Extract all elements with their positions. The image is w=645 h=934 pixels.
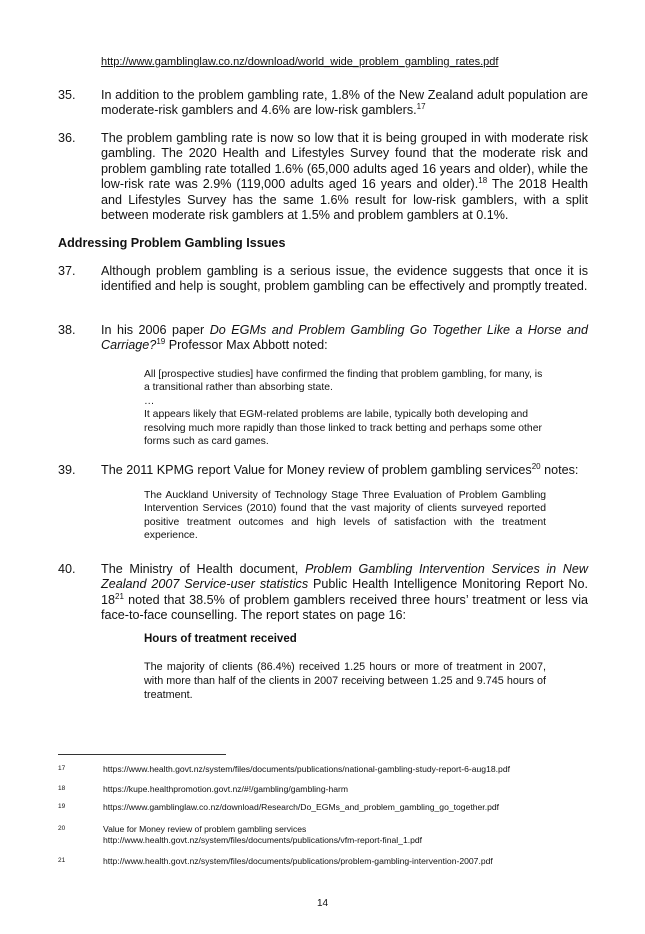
footnote-21 <box>58 856 578 867</box>
footnote-20 <box>58 824 578 846</box>
paragraph-39 <box>58 463 588 478</box>
section-heading: Addressing Problem Gambling Issues <box>58 236 286 250</box>
paragraph-text: In his 2006 paper <box>101 323 210 337</box>
page-number: 14 <box>316 898 329 909</box>
footnote-ref: 19 <box>156 337 166 347</box>
paragraph-text: The Ministry of Health document, <box>101 562 305 576</box>
document-title: Problem Gambling Intervention Services in New Zealand 2007 Service-user statistics <box>101 562 588 592</box>
paragraph-38 <box>58 323 588 354</box>
footnote-number: 20 <box>58 825 66 832</box>
paragraph-35 <box>58 88 588 119</box>
paragraph-37 <box>58 264 588 295</box>
paper-title: Do EGMs and Problem Gambling Go Together Like a Horse and Carriage? <box>101 323 589 353</box>
paragraph-text-continued: The 2018 Health and Lifestyles Survey has the same 1.6% result for low-risk gamblers, with a split between moderate risk gamblers at 1.5% and problem gamblers at 0.1%. <box>101 177 589 223</box>
paragraph-number: 39. <box>58 463 76 477</box>
block-quote-ministry <box>144 660 546 702</box>
footnote-number: 17 <box>58 765 66 772</box>
quote-text: It appears likely that EGM-related problems are labile, typically both developing and resolving much more rapidly than those linked to track betting and perhaps some other forms such as card games. <box>144 409 542 448</box>
footnote-link[interactable]: https://www.gamblinglaw.co.nz/download/Research/Do_EGMs_and_problem_gambling_go_together.pdf <box>103 802 500 812</box>
footnote-17 <box>58 764 578 775</box>
paragraph-text-continued: noted that 38.5% of problem gamblers received three hours’ treatment or less via face-to-face counselling. The report states on page 16: <box>101 592 588 623</box>
quote-text: The Auckland University of Technology Stage Three Evaluation of Problem Gambling Intervention Services (2010) found that the vast majority of clients surveyed reported positive treatment outcomes and high levels of satisfaction with the treatment experience. <box>144 490 546 542</box>
footnote-ref: 20 <box>531 461 541 471</box>
footnote-divider <box>58 754 226 755</box>
footnote-number: 19 <box>58 803 66 810</box>
paragraph-text: In addition to the problem gambling rate, 1.8% of the New Zealand adult population are moderate-risk gamblers and 4.6% are low-risk gamblers. <box>101 88 588 118</box>
paragraph-text-continued: notes: <box>540 463 579 477</box>
block-quote-kpmg <box>144 489 546 543</box>
quote-text: The majority of clients (86.4%) received 1.25 hours or more of treatment in 2007, with more than half of the clients in 2007 receiving between 1.25 and 9.745 hours of treatment. <box>144 661 546 701</box>
footnote-link[interactable]: http://www.health.govt.nz/system/files/documents/publications/problem-gambling-intervention-2007.pdf <box>103 856 493 866</box>
paragraph-36 <box>58 131 588 223</box>
paragraph-40 <box>58 562 588 624</box>
paragraph-number: 35. <box>58 88 76 102</box>
paragraph-number: 36. <box>58 131 76 145</box>
footnote-19 <box>58 802 578 813</box>
footnote-ref: 17 <box>416 102 426 112</box>
block-quote-abbott <box>144 368 546 448</box>
footnote-number: 21 <box>58 857 66 864</box>
paragraph-text: The 2011 KPMG report Value for Money review of problem gambling services <box>101 463 532 477</box>
footnote-18 <box>58 784 578 795</box>
reference-link[interactable]: http://www.gamblinglaw.co.nz/download/world_wide_problem_gambling_rates.pdf <box>101 56 499 68</box>
footnote-ref: 18 <box>478 176 488 186</box>
footnote-link[interactable]: https://www.health.govt.nz/system/files/documents/publications/national-gambling-study-report-6-aug18.pdf <box>103 764 510 774</box>
footnote-link[interactable]: http://www.health.govt.nz/system/files/documents/publications/vfm-report-final_1.pdf <box>103 835 423 845</box>
paragraph-text: The problem gambling rate is now so low that it is being grouped in with moderate risk gambling. The 2020 Health and Lifestyles Survey found that the moderate risk and problem gambling rate totalled 1.6% (65,000 adults aged 16 years and older), while the low-risk rate was 2.9% (119,000 adults aged 16 years and older). <box>101 131 588 192</box>
footnote-link[interactable]: https://kupe.healthpromotion.govt.nz/#!/gambling/gambling-harm <box>103 784 349 794</box>
quote-ellipsis: … <box>144 395 155 407</box>
quote-subheading: Hours of treatment received <box>144 633 297 645</box>
paragraph-text-continued: Professor Max Abbott noted: <box>165 338 328 353</box>
paragraph-text-continued: Public Health Intelligence Monitoring Report No. 18 <box>101 577 588 607</box>
paragraph-text: Although problem gambling is a serious issue, the evidence suggests that once it is identified and help is sought, problem gambling can be effectively and promptly treated. <box>101 264 588 294</box>
paragraph-number: 37. <box>58 264 76 278</box>
paragraph-number: 40. <box>58 562 76 576</box>
footnote-text: Value for Money review of problem gambling services <box>103 824 307 834</box>
quote-text: All [prospective studies] have confirmed the finding that problem gambling, for many, is a transitional rather than absorbing state. <box>144 369 543 394</box>
footnote-ref: 21 <box>115 591 124 601</box>
paragraph-number: 38. <box>58 323 76 337</box>
footnote-number: 18 <box>58 785 66 792</box>
